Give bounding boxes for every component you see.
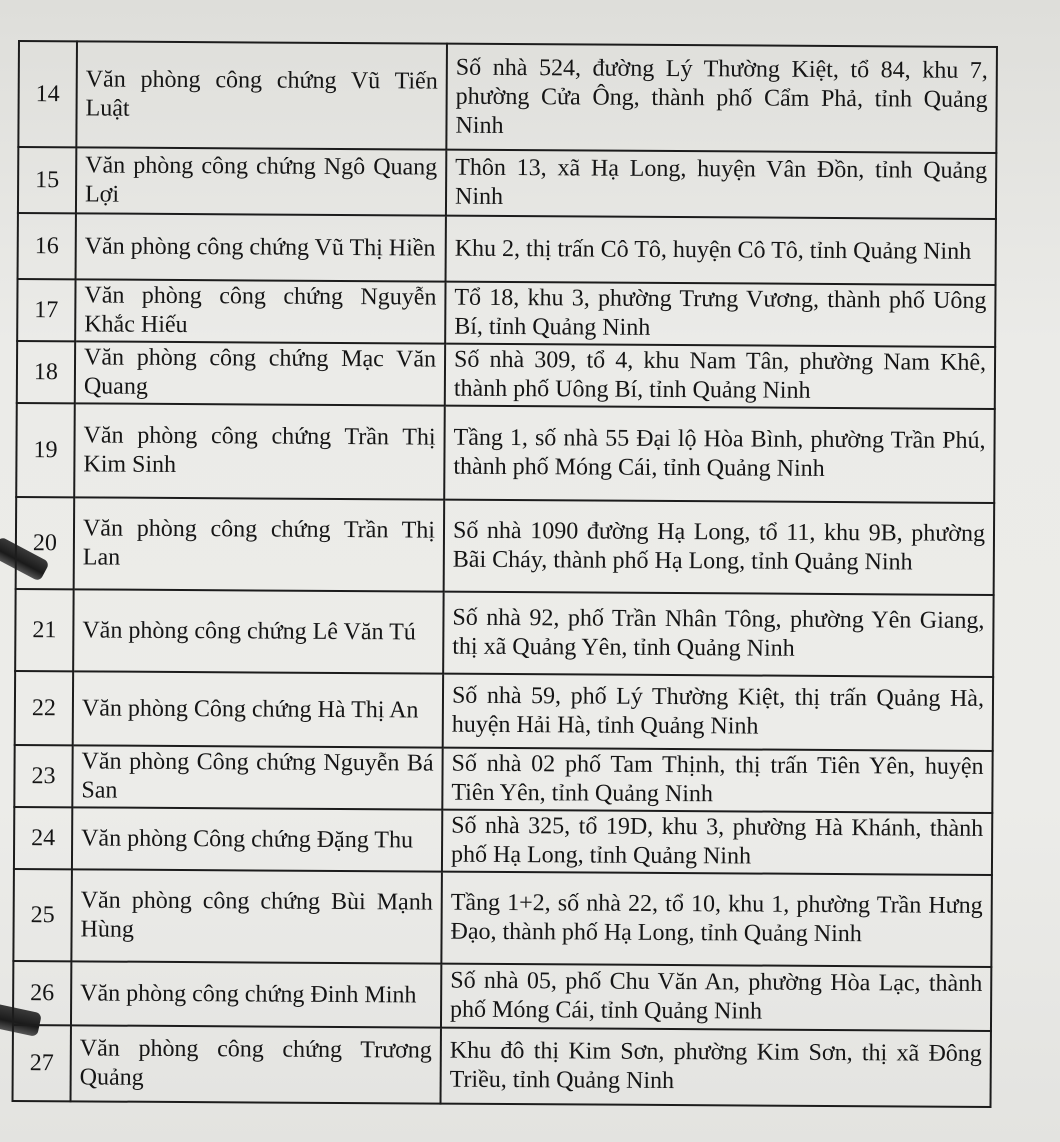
office-address: Tầng 1, số nhà 55 Đại lộ Hòa Bình, phường Trần Phú, thành phố Móng Cái, tỉnh Quảng Ninh	[444, 406, 995, 503]
table-row	[16, 497, 995, 595]
row-number: 21	[15, 589, 73, 671]
office-address: Tổ 18, khu 3, phường Trưng Vương, thành phố Uông Bí, tỉnh Quảng Ninh	[445, 282, 995, 347]
table-row	[18, 213, 996, 285]
office-name: Văn phòng công chứng Trần Thị Lan	[74, 497, 445, 591]
row-number: 20	[16, 497, 75, 589]
table-row	[14, 807, 992, 875]
table-row	[18, 41, 997, 153]
office-name: Văn phòng Công chứng Hà Thị An	[73, 671, 443, 747]
office-address: Tầng 1+2, số nhà 22, tổ 10, khu 1, phường Trần Hưng Đạo, thành phố Hạ Long, tỉnh Quảng Ninh	[441, 872, 992, 967]
table-row	[18, 147, 996, 219]
table-row	[15, 589, 993, 677]
office-address: Số nhà 1090 đường Hạ Long, tổ 11, khu 9B, phường Bãi Cháy, thành phố Hạ Long, tỉnh Quảng Ninh	[444, 500, 995, 595]
row-number: 25	[13, 869, 72, 961]
table-row	[13, 1025, 991, 1107]
office-name: Văn phòng công chứng Vũ Tiến Luật	[76, 41, 447, 149]
office-name: Văn phòng công chứng Đinh Minh	[71, 961, 441, 1027]
table-row	[13, 961, 991, 1031]
row-number: 16	[18, 213, 76, 279]
notary-office-table	[12, 40, 998, 1108]
table-row	[17, 279, 995, 347]
row-number: 26	[13, 961, 71, 1025]
table-row	[17, 341, 995, 409]
office-name: Văn phòng công chứng Lê Văn Tú	[73, 589, 443, 673]
row-number: 27	[13, 1025, 71, 1101]
office-address: Số nhà 05, phố Chu Văn An, phường Hòa Lạc, thành phố Móng Cái, tỉnh Quảng Ninh	[441, 964, 991, 1031]
table-row	[14, 745, 992, 813]
row-number: 14	[18, 41, 77, 147]
office-address: Khu đô thị Kim Sơn, phường Kim Sơn, thị xã Đông Triều, tỉnh Quảng Ninh	[441, 1028, 991, 1107]
row-number: 15	[18, 147, 76, 213]
office-address: Số nhà 325, tổ 19D, khu 3, phường Hà Khánh, thành phố Hạ Long, tỉnh Quảng Ninh	[442, 810, 992, 875]
row-number: 17	[17, 279, 75, 341]
row-number: 18	[17, 341, 75, 403]
table-row	[13, 869, 992, 967]
row-number: 19	[16, 403, 75, 497]
row-number: 23	[14, 745, 72, 807]
office-name: Văn phòng công chứng Bùi Mạnh Hùng	[71, 869, 442, 963]
office-address: Số nhà 309, tổ 4, khu Nam Tân, phường Nam Khê, thành phố Uông Bí, tỉnh Quảng Ninh	[445, 344, 995, 409]
office-name: Văn phòng công chứng Ngô Quang Lợi	[76, 147, 446, 215]
office-name: Văn phòng công chứng Nguyễn Khắc Hiếu	[75, 279, 445, 343]
office-name: Văn phòng công chứng Trần Thị Kim Sinh	[74, 403, 445, 499]
office-name: Văn phòng công chứng Mạc Văn Quang	[75, 341, 445, 405]
office-address: Số nhà 92, phố Trần Nhân Tông, phường Yên Giang, thị xã Quảng Yên, tỉnh Quảng Ninh	[443, 592, 993, 677]
office-address: Số nhà 524, đường Lý Thường Kiệt, tổ 84, khu 7, phường Cửa Ông, thành phố Cẩm Phả, tỉnh Quảng Ninh	[446, 44, 997, 153]
table-row	[15, 671, 993, 751]
office-name: Văn phòng công chứng Vũ Thị Hiền	[76, 213, 446, 281]
office-address: Số nhà 59, phố Lý Thường Kiệt, thị trấn Quảng Hà, huyện Hải Hà, tỉnh Quảng Ninh	[443, 674, 993, 751]
office-name: Văn phòng Công chứng Nguyễn Bá San	[72, 745, 442, 809]
table-row	[16, 403, 995, 503]
office-name: Văn phòng công chứng Trương Quảng	[71, 1025, 441, 1103]
row-number: 24	[14, 807, 72, 869]
office-name: Văn phòng Công chứng Đặng Thu	[72, 807, 442, 871]
office-address: Thôn 13, xã Hạ Long, huyện Vân Đồn, tỉnh Quảng Ninh	[446, 150, 996, 219]
office-address: Khu 2, thị trấn Cô Tô, huyện Cô Tô, tỉnh Quảng Ninh	[446, 216, 996, 285]
row-number: 22	[15, 671, 73, 745]
office-address: Số nhà 02 phố Tam Thịnh, thị trấn Tiên Yên, huyện Tiên Yên, tỉnh Quảng Ninh	[442, 748, 992, 813]
